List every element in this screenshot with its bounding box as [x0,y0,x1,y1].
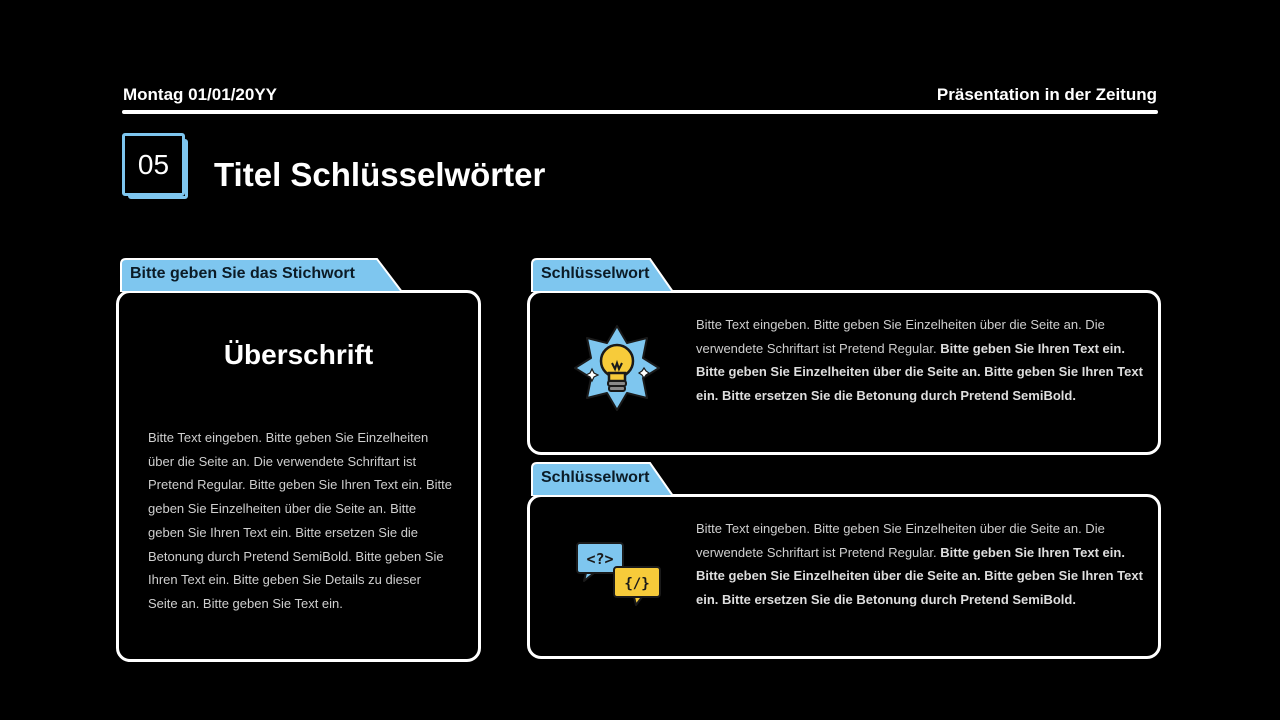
right-card-2-tab-label: Schlüsselwort [541,469,650,486]
right-card-1-tab-label: Schlüsselwort [541,265,650,282]
right-card-2 [527,494,1161,659]
left-card [116,290,481,662]
date-label: Montag 01/01/20YY [123,85,278,104]
right-card-1 [527,290,1161,455]
right-card-2-text-bold: Bitte geben Sie Ihren Text ein. Bitte geben Sie Einzelheiten über die Seite an. Bitte geben Sie Ihren Text ein. Bitte ersetzen Sie die Betonung durch Pretend SemiBold. [696,544,1143,608]
right-card-1-text [696,313,1144,408]
svg-text:<?>: <?> [586,550,614,568]
page-title: Titel Schlüsselwörter [214,156,546,193]
right-card-2-text-regular: Bitte Text eingeben. Bitte geben Sie Einzelheiten über die Seite an. Die verwendete Schriftart ist Pretend Regular. [696,521,1105,560]
section-number-badge: 05 [122,133,185,196]
lightbulb-icon [572,323,662,413]
left-card-tab [119,258,403,290]
right-card-1-text-regular: Bitte Text eingeben. Bitte geben Sie Einzelheiten über die Seite an. Die verwendete Schriftart ist Pretend Regular. [696,317,1105,356]
svg-text:{/}: {/} [624,576,650,592]
left-card-tab-label: Bitte geben Sie das Stichwort [130,265,355,282]
right-card-2-text [696,517,1144,612]
right-card-1-tab [530,258,674,290]
left-card-heading: Überschrift [223,339,374,370]
header-divider [122,110,1158,114]
right-card-1-text-bold: Bitte geben Sie Ihren Text ein. Bitte geben Sie Einzelheiten über die Seite an. Bitte geben Sie Ihren Text ein. Bitte ersetzen Sie die Betonung durch Pretend SemiBold. [696,340,1143,404]
code-chat-icon [572,527,662,617]
right-card-2-tab [530,462,674,494]
publication-label: Präsentation in der Zeitung [936,85,1157,104]
left-card-body: Bitte Text eingeben. Bitte geben Sie Einzelheiten über die Seite an. Die verwendete Schriftart ist Pretend Regular. Bitte geben Sie Ihren Text ein. Bitte geben Sie Einzelheiten über die Seite an. Bitte geben Sie Ihren Text ein. Bitte ersetzen Sie die Betonung durch Pretend SemiBold. Bitte geben Sie Ihren Text ein. Bitte geben Sie Details zu dieser Seite an. Bitte geben Sie Text ein. [148,430,453,611]
